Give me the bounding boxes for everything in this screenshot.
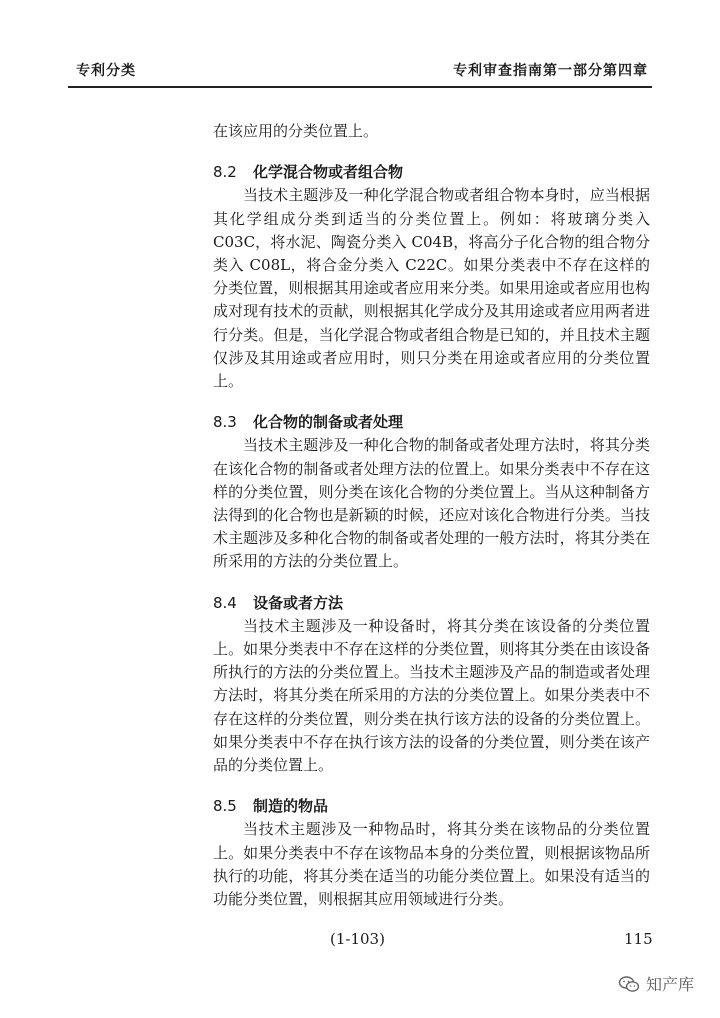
section-paragraph: 当技术主题涉及一种设备时，将其分类在该设备的分类位置上。如果分类表中不存在这样的分类位置，则将其分类在由该设备所执行的方法的分类位置上。当技术主题涉及产品的制造或者处理方法时，将其分类在所采用的方法的分类位置上。如果分类表中不存在这样的分类位置，则分类在执行该方法的设备的分类位置上。如果分类表中不存在执行该方法的设备的分类位置，则分类在该产品的分类位置上。 bbox=[213, 616, 650, 775]
watermark bbox=[618, 972, 694, 995]
section-title: 设备或者方法 bbox=[253, 593, 344, 612]
section-8-4 bbox=[213, 592, 650, 778]
page-number: 115 bbox=[624, 930, 653, 948]
page-footer bbox=[0, 930, 720, 954]
section-title: 化合物的制备或者处理 bbox=[253, 413, 404, 432]
section-8-5 bbox=[213, 795, 650, 911]
section-8-2 bbox=[213, 161, 650, 393]
header-left-title: 专利分类 bbox=[76, 63, 136, 79]
section-heading bbox=[213, 592, 650, 615]
page-header bbox=[68, 52, 652, 88]
page-body bbox=[213, 120, 650, 911]
section-paragraph: 当技术主题涉及一种化学混合物或者组合物本身时，应当根据其化学组成分类到适当的分类位置上。例如：将玻璃分类入 C03C，将水泥、陶瓷分类入 C04B，将高分子化合物的组合物分类入 C08L，将合金分类入 C22C。如果分类表中不存在这样的分类位置，则根据其用途或者应用来分类。如果用途或者应用也构成对现有技术的贡献，则根据其化学成分及其用途或者应用两者进行分类。但是，当化学混合物或者组合物是已知的，并且技术主题仅涉及其用途或者应用时，则只分类在用途或者应用的分类位置上。 bbox=[213, 186, 650, 391]
section-paragraph: 当技术主题涉及一种物品时，将其分类在该物品的分类位置上。如果分类表中不存在该物品本身的分类位置，则根据该物品所执行的功能，将其分类在适当的功能分类位置上。如果没有适当的功能分类位置，则根据其应用领域进行分类。 bbox=[213, 820, 650, 909]
section-title: 制造的物品 bbox=[253, 797, 329, 816]
section-heading bbox=[213, 161, 650, 184]
section-8-3 bbox=[213, 411, 650, 573]
watermark-text: 知产库 bbox=[646, 975, 695, 994]
section-heading bbox=[213, 411, 650, 434]
section-number: 8.2 bbox=[213, 163, 237, 182]
section-number: 8.3 bbox=[213, 413, 237, 432]
section-title: 化学混合物或者组合物 bbox=[253, 163, 404, 182]
section-paragraph: 当技术主题涉及一种化合物的制备或者处理方法时，将其分类在该化合物的制备或者处理方法的位置上。如果分类表中不存在这样的分类位置，则分类在该化合物的分类位置上。当从这种制备方法得到的化合物也是新颖的时候，还应对该化合物进行分类。当技术主题涉及多种化合物的制备或者处理的一般方法时，将其分类在所采用的方法的分类位置上。 bbox=[213, 436, 650, 571]
section-number: 8.4 bbox=[213, 593, 237, 612]
lead-line: 在该应用的分类位置上。 bbox=[213, 122, 379, 140]
wechat-icon bbox=[618, 975, 640, 993]
header-right-title: 专利审查指南第一部分第四章 bbox=[453, 63, 648, 79]
section-heading bbox=[213, 795, 650, 818]
part-page-number: (1-103) bbox=[330, 930, 385, 948]
section-number: 8.5 bbox=[213, 797, 237, 816]
